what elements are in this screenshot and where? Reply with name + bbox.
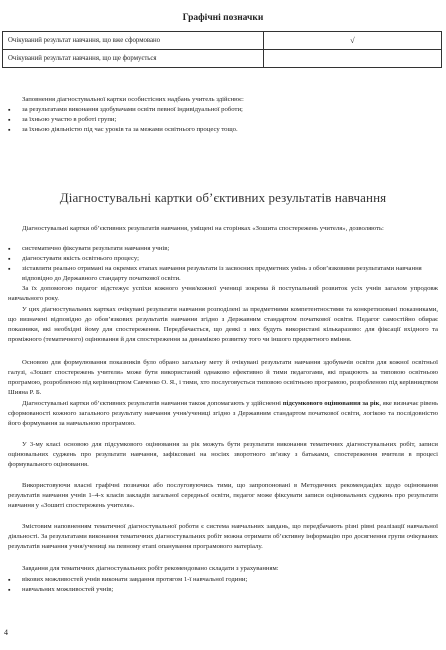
bullet-item: ▪ діагностувати якість освітнього процесу; <box>22 254 139 264</box>
bullet-item: ▪ систематично фіксувати результати навчання учнів; <box>22 244 169 254</box>
paragraph: За їх допомогою педагог відстежує успіхи кожного учня/кожної учениці зокрема й поступальний розвиток усіх учнів загалом упродовж навчального року. <box>8 285 438 302</box>
paragraph <box>8 399 438 429</box>
legend-mark-empty <box>264 50 442 68</box>
bullet-item: ▪ за їхньою участю в роботі групи; <box>22 115 116 125</box>
paragraph: Діагностувальні картки об’єктивних результатів навчання, уміщені на сторінках «Зошита спостережень учителя», дозволяють: <box>22 225 384 232</box>
paragraph: Змістовим наповненням тематичної діагностувальної роботи є система навчальних завдань, що передбачають різні рівні реалізації навчальної діяльності. За результатами виконання тематичних діагностувальних робіт можна отримати об’єктивну інформацію про досягнення групи очікуваних результатів навчання учня/учениці на певному етапі опанування програмового матеріалу. <box>8 523 438 550</box>
legend-label: Очікуваний результат навчання, що вже сформовано <box>3 32 264 50</box>
emphasis-text: підсумкового оцінювання за рік <box>282 400 380 407</box>
paragraph: У 3-му класі основою для підсумкового оцінювання за рік можуть бути результати виконання тематичних діагностувальних робіт, записи оцінювальних суджень про результати навчання, зафіксовані на носіях зворотного зв’язку з батьками, спостереження вчителя в процесі формувального оцінювання. <box>8 441 438 468</box>
paragraph: У цих діагностувальних картках очікувані результати навчання розподілені за предметними компетентностями та конкретизовані показниками, що визначені відповідно до обов’язкових результатів навчання згідно з Державним стандартом початкової освіти. Педагог самостійно обирає показники, які необхідні йому для спостереження. Передбачається, що деякі з них будуть використані кількаразово: для фіксації вхідного та проміжного (тематичного) оцінювання й для спостереження за динамікою розвитку того чи іншого предметного вміння. <box>8 306 438 343</box>
check-mark-icon: √ <box>264 32 442 50</box>
section-heading: Діагностувальні картки об’єктивних результатів навчання <box>59 190 387 205</box>
paragraph-text: , яке визначає рівень сформованості кожного загального результату навчання учня/учениці згідно з Державним стандартом початкової освіти, логікою та послідовністю його формування за навчальною програмою. <box>8 400 439 427</box>
paragraph: Основою для формулювання показників було обрано загальну мету й очікувані результати навчання здобувачів освіти для кожної освітньої галузі, «Зошит спостережень учителя» може бути використаний однаково ефективно й тими педагогами, які працюють за типовою освітньою програмою, розробленою під керівництвом Савченко О. Я., і тими, хто послуговується типовою освітньою програмою, розробленою під керівництвом Шияна Р. Б. <box>8 359 438 396</box>
paragraph: Використовуючи власні графічні позначки або послуговуючись тими, що запропоновані в Методичних рекомендаціях щодо оцінювання результатів навчання учнів 1–4-х класів закладів загальної середньої освіти, педагог може фіксувати записи оцінювальних суджень про результати навчання у «Зошиті спостережень учителя». <box>8 482 438 509</box>
legend-row <box>3 50 442 68</box>
bullet-item: ▪ за їхньою діяльністю під час уроків та за межами освітнього процесу тощо. <box>22 125 238 135</box>
paragraph: Завдання для тематичних діагностувальних робіт рекомендовано складати з урахуванням: <box>22 565 279 572</box>
bullet-item: ▪ зіставляти реально отримані на окремих етапах навчання результати із засвоєних предметних умінь з обов’язковими результатами навчання відповідно до Державного стандарту початкової освіти. <box>22 264 438 284</box>
bullet-item: ▪ навчальних можливостей учнів; <box>22 585 113 595</box>
page-number: 4 <box>4 628 8 637</box>
legend-title: Графічні позначки <box>182 13 264 23</box>
legend-table <box>2 31 442 68</box>
bullet-item: ▪ вікових можливостей учнів виконати завдання протягом 1-ї навчальної години; <box>22 575 247 585</box>
legend-label: Очікуваний результат навчання, що ще формується <box>3 50 264 68</box>
legend-row <box>3 32 442 50</box>
paragraph-text: Діагностувальні картки об’єктивних результатів навчання також допомагають у здійсненні <box>22 400 283 407</box>
bullet-item: ▪ за результатами виконання здобувачами освіти певної індивідуальної роботи; <box>22 105 243 115</box>
intro-paragraph: Заповнення діагностувальної картки особистісних надбань учитель здійснює: <box>22 96 244 103</box>
